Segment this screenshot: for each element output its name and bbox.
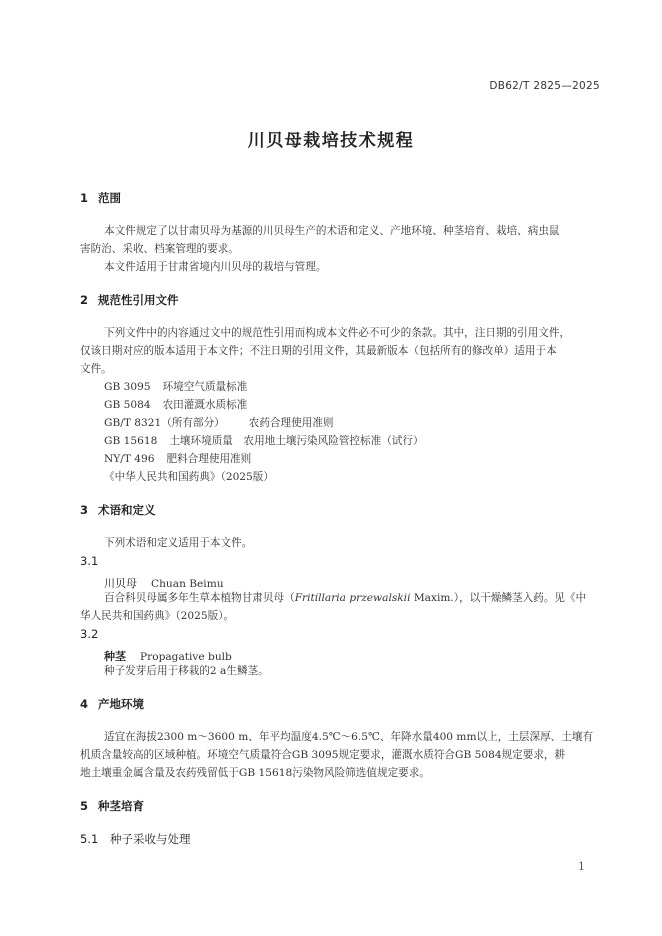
reference-item xyxy=(104,397,247,412)
term-english: Propagative bulb xyxy=(140,651,232,663)
section-1-heading xyxy=(80,190,121,206)
reference-name: 土壤环境质量 农用地土壤污染风险管控标准（试行） xyxy=(169,435,424,447)
section-5-heading xyxy=(80,798,144,814)
document-title: 川贝母栽培技术规程 xyxy=(247,131,415,151)
term-definition: 种子发芽后用于移栽的2 a生鳞茎。 xyxy=(104,665,269,677)
term-definition-line-2: 华人民共和国药典》（2025版）。 xyxy=(80,610,235,622)
section-1-para-2: 本文件适用于甘肃省境内川贝母的栽培与管理。 xyxy=(104,261,327,273)
section-1-para-1-line-2: 害防治、采收、档案管理的要求。 xyxy=(80,243,239,255)
reference-code: NY/T 496 xyxy=(104,453,155,465)
section-title: 术语和定义 xyxy=(98,503,156,517)
term-chinese: 川贝母 xyxy=(104,577,137,590)
subsection-5-1-heading xyxy=(80,831,191,847)
section-number: 5 xyxy=(80,799,89,813)
reference-code: GB 15618 xyxy=(104,435,158,447)
reference-item xyxy=(104,469,274,484)
reference-code: 《中华人民共和国药典》（2025版） xyxy=(104,471,274,483)
section-title: 产地环境 xyxy=(98,697,144,711)
section-1-para-1-line-1: 本文件规定了以甘肃贝母为基源的川贝母生产的术语和定义、产地环境、种茎培育、栽培、病虫鼠 xyxy=(104,225,560,237)
section-2-intro-line-2: 仅该日期对应的版本适用于本文件；不注日期的引用文件，其最新版本（包括所有的修改单）适用于本 xyxy=(80,345,557,357)
reference-item xyxy=(104,379,247,394)
section-4-heading xyxy=(80,696,144,712)
term-definition-line-1 xyxy=(104,590,586,605)
reference-name: 农田灌溉水质标准 xyxy=(162,399,248,411)
section-4-para-line-1: 适宜在海拔2300 m～3600 m、年平均温度4.5℃～6.5℃、年降水量400 mm以上，土层深厚、土壤有 xyxy=(104,731,594,743)
reference-code: GB 3095 xyxy=(104,381,151,393)
subsection-number: 5.1 xyxy=(80,832,99,846)
section-title: 范围 xyxy=(98,191,121,205)
section-number: 1 xyxy=(80,191,89,205)
section-2-intro-line-1: 下列文件中的内容通过文中的规范性引用而构成本文件必不可少的条款。其中，注日期的引用文件， xyxy=(104,327,571,339)
subsection-title: 种子采收与处理 xyxy=(110,832,191,846)
section-number: 2 xyxy=(80,293,89,307)
section-4-para-line-3: 地土壤重金属含量及农药残留低于GB 15618污染物风险筛选值规定要求。 xyxy=(80,767,430,779)
definition-text: 百合科贝母属多年生草本植物甘肃贝母（ xyxy=(104,592,295,604)
reference-item xyxy=(104,433,424,448)
term-chinese: 种茎 xyxy=(104,650,126,663)
section-4-para-line-2: 机质含量较高的区域种植。环境空气质量符合GB 3095规定要求，灌溉水质符合GB 5084规定要求，耕 xyxy=(80,749,566,761)
page-number: 1 xyxy=(578,860,585,873)
reference-item xyxy=(104,415,334,430)
section-3-heading xyxy=(80,502,156,518)
reference-name: 环境空气质量标准 xyxy=(162,381,248,393)
section-2-heading xyxy=(80,292,179,308)
standard-code: DB62/T 2825—2025 xyxy=(489,80,600,92)
section-2-intro-line-3: 文件。 xyxy=(80,363,112,375)
reference-item xyxy=(104,451,251,466)
term-entry xyxy=(104,645,232,664)
reference-name: 农药合理使用准则 xyxy=(248,417,334,429)
section-number: 3 xyxy=(80,503,89,517)
term-entry xyxy=(104,572,224,591)
reference-code: GB/T 8321（所有部分） xyxy=(104,417,225,429)
latin-name: Fritillaria przewalskii xyxy=(294,592,411,604)
reference-code: GB 5084 xyxy=(104,399,151,411)
section-title: 种茎培育 xyxy=(98,799,144,813)
definition-text: Maxim.），以干燥鳞茎入药。见《中 xyxy=(410,592,587,604)
section-3-intro: 下列术语和定义适用于本文件。 xyxy=(104,537,253,549)
term-english: Chuan Beimu xyxy=(151,578,224,590)
section-number: 4 xyxy=(80,697,89,711)
term-number: 3.1 xyxy=(80,554,99,568)
term-number: 3.2 xyxy=(80,627,99,641)
reference-name: 肥料合理使用准则 xyxy=(166,453,252,465)
section-title: 规范性引用文件 xyxy=(98,293,179,307)
